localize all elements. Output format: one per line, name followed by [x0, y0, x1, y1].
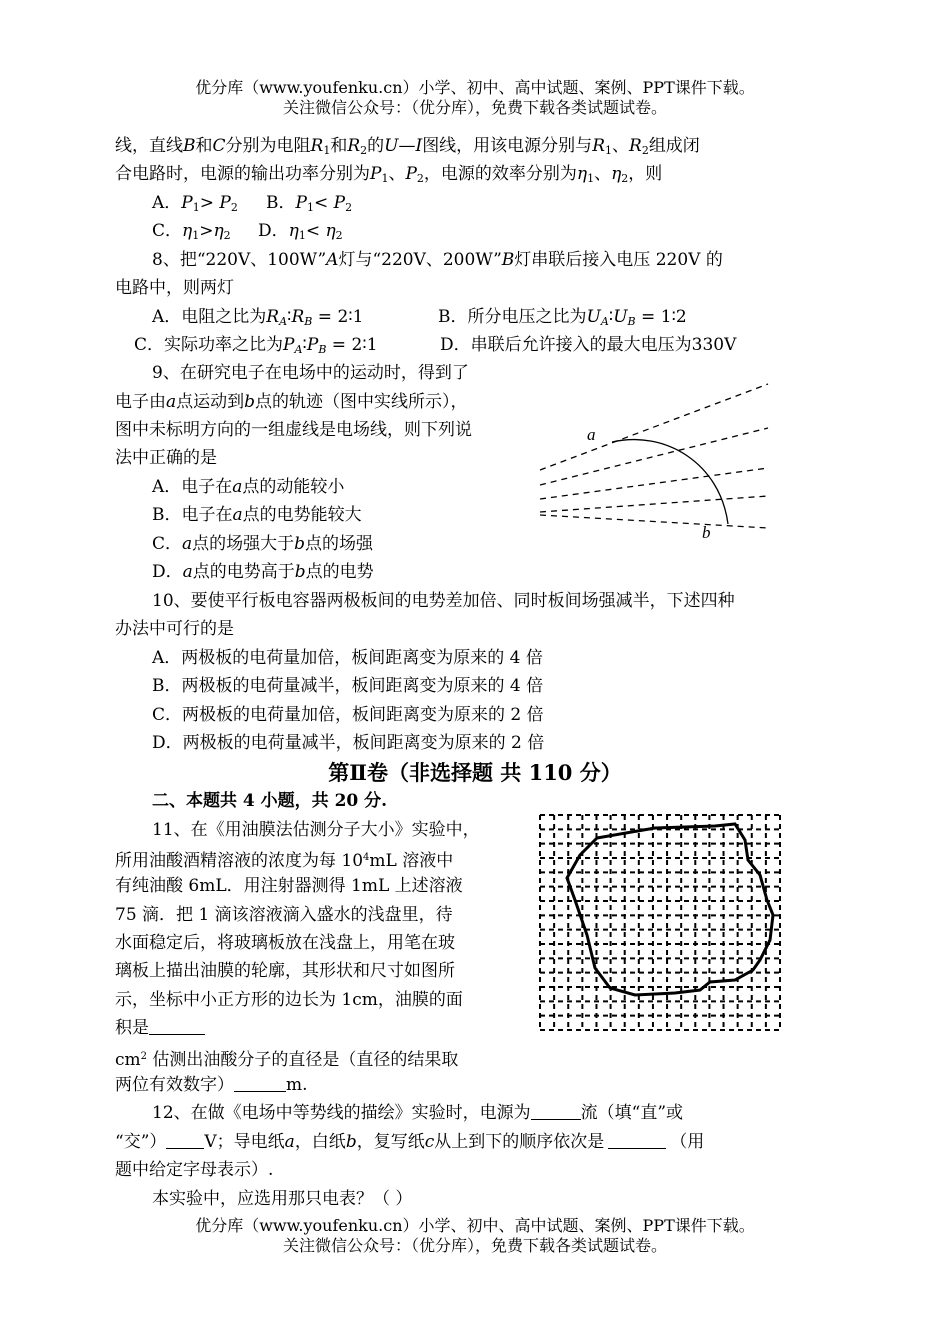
q7-line-1: 线，直线B和C分别为电阻$R_1$和$R_2$的U—I图线，用该电源分别与$R_1$、$R_2$组成闭 — [115, 136, 700, 157]
q8-option-a: A．电阻之比为$R_A∶R_B$ = 2∶1 — [152, 307, 364, 328]
q10-option-d: D．两极板的电荷量减半，板间距离变为原来的 2 倍 — [152, 733, 545, 753]
q10-line-1: 10、要使平行板电容器两极板间的电势差加倍、同时板间场强减半，下述四种 — [152, 591, 735, 611]
q12-line-3: 题中给定字母表示）. — [115, 1160, 274, 1180]
diameter-answer-blank[interactable] — [234, 1075, 286, 1092]
q11-line-10: 两位有效数字） m. — [115, 1075, 308, 1095]
q11-line-3: 有纯油酸 6mL．用注射器测得 1mL 上述溶液 — [115, 876, 463, 896]
q10-option-c: C．两极板的电荷量加倍，板间距离变为原来的 2 倍 — [152, 705, 544, 725]
q7-option-a: A．$P_1> P_2$ — [152, 193, 238, 214]
q11-line-2: 所用油酸酒精溶液的浓度为每 $10^4mL$ 溶液中 — [115, 851, 454, 871]
q12-line-1: 12、在做《电场中等势线的描绘》实验时，电源为 流（填“直”或 — [152, 1103, 684, 1123]
q11-line-8: 积是 — [115, 1017, 205, 1039]
header-line-1: 优分库（www.youfenku.cn）小学、初中、高中试题、案例、PPT课件下载。 — [195, 78, 755, 97]
area-answer-blank[interactable] — [149, 1018, 205, 1035]
voltage-blank[interactable] — [166, 1132, 204, 1149]
q8-line-2: 电路中，则两灯 — [115, 278, 234, 298]
q11-line-7: 示，坐标中小正方形的边长为 1cm，油膜的面 — [115, 990, 463, 1010]
q12-line-2: “交”） V；导电纸a，白纸b，复写纸c从上到下的顺序依次是 （用 — [115, 1132, 705, 1152]
field-line — [540, 496, 768, 512]
field-line — [540, 515, 768, 528]
q8-option-b: B．所分电压之比为$U_A∶U_B$ = 1∶2 — [438, 307, 687, 328]
footer-line-1: 优分库（www.youfenku.cn）小学、初中、高中试题、案例、PPT课件下载。 — [195, 1216, 755, 1235]
q9-option-b: B．电子在a点的电势能较大 — [152, 505, 362, 525]
q11-line-5: 水面稳定后，将玻璃板放在浅盘上，用笔在玻 — [115, 933, 455, 953]
order-blank[interactable] — [608, 1132, 666, 1149]
q7-line-2: 合电路时，电源的输出功率分别为$P_1$、$P_2$，电源的效率分别为$\eta_1$、$\eta_2$，则 — [115, 164, 663, 185]
header-line-2: 关注微信公众号：（优分库），免费下载各类试题试卷。 — [282, 98, 667, 117]
q9-option-d: D．a点的电势高于b点的电势 — [152, 562, 374, 582]
q9-option-c: C．a点的场强大于b点的场强 — [152, 534, 374, 554]
q9-line-3: 图中未标明方向的一组虚线是电场线，则下列说 — [115, 420, 472, 440]
q7-option-c: C．$\eta_1>\eta_2$ — [152, 221, 231, 242]
q9-line-1: 9、在研究电子在电场中的运动时，得到了 — [152, 363, 469, 383]
q9-option-a: A．电子在a点的动能较小 — [152, 477, 345, 497]
q7-option-b: B．$P_1< P_2$ — [266, 193, 353, 214]
section-title: 第Ⅱ卷（非选择题 共 110 分） — [328, 760, 622, 785]
q10-line-2: 办法中可行的是 — [115, 619, 234, 639]
source-type-blank[interactable] — [531, 1103, 581, 1120]
point-b-label: b — [702, 523, 711, 542]
q8-line-1: 8、把“220V、100W”A灯与“220V、200W”B灯串联后接入电压 220V 的 — [152, 250, 723, 270]
field-line — [540, 468, 768, 499]
q9-line-2: 电子由a点运动到b点的轨迹（图中实线所示）， — [115, 392, 468, 412]
q11-line-4: 75 滴．把 1 滴该溶液滴入盛水的浅盘里，待 — [115, 905, 453, 925]
q10-option-a: A．两极板的电荷量加倍，板间距离变为原来的 4 倍 — [152, 648, 543, 668]
oil-film-outline — [567, 824, 773, 995]
q12-line-4: 本实验中，应选用那只电表？（ ） — [152, 1189, 413, 1209]
q9-field-diagram — [530, 378, 780, 548]
q8-option-c: C．实际功率之比为$P_A∶P_B$ = 2∶1 — [134, 335, 378, 356]
q8-option-d: D．串联后允许接入的最大电压为330V — [440, 335, 737, 355]
q11-line-1: 11、在《用油膜法估测分子大小》实验中， — [152, 820, 480, 840]
footer-line-2: 关注微信公众号：（优分库），免费下载各类试题试卷。 — [282, 1236, 667, 1255]
q7-option-d: D．$\eta_1< \eta_2$ — [258, 221, 343, 242]
field-line — [540, 384, 768, 470]
point-a-label: a — [587, 425, 596, 444]
q11-line-6: 璃板上描出油膜的轮廓，其形状和尺寸如图所 — [115, 961, 455, 981]
q11-line-9: $cm^2$ 估测出油酸分子的直径是（直径的结果取 — [115, 1050, 459, 1070]
section-subtitle: 二、本题共 4 小题，共 20 分. — [152, 791, 388, 811]
oil-film-grid-figure — [535, 810, 785, 1035]
q9-line-4: 法中正确的是 — [115, 448, 217, 468]
q10-option-b: B．两极板的电荷量减半，板间距离变为原来的 4 倍 — [152, 676, 544, 696]
